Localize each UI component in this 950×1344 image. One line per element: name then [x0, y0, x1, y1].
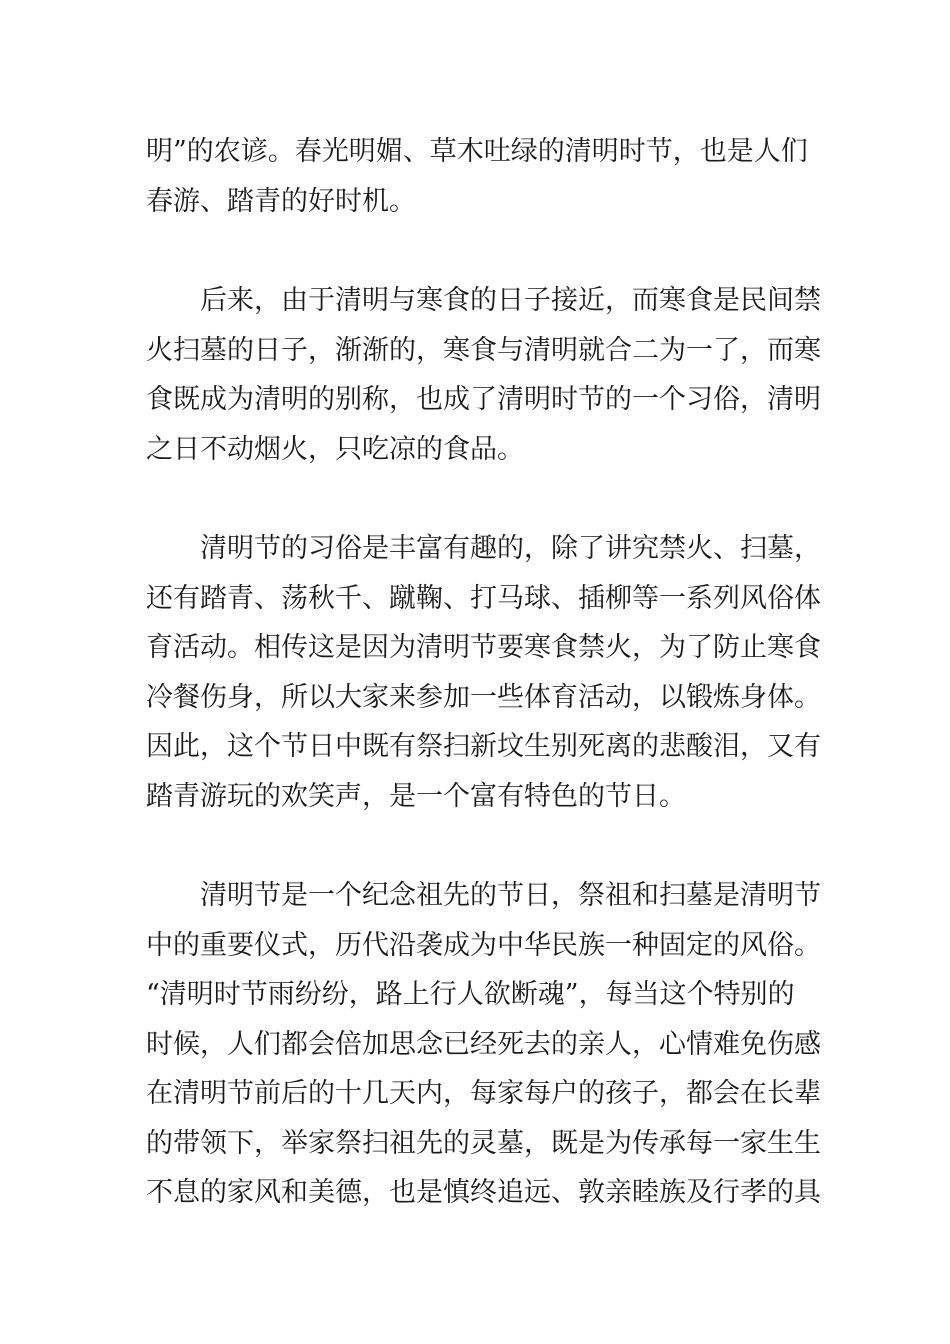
- document-body: [146, 127, 821, 1218]
- text-line: 时候，人们都会倍加思念已经死去的亲人，心情难免伤感: [146, 1028, 821, 1060]
- text-line: 在清明节前后的十几天内，每家每户的孩子，都会在长辈: [146, 1078, 821, 1109]
- text-line: 之日不动烟火，只吃凉的食品。: [146, 433, 524, 465]
- text-line: 还有踏青、荡秋千、蹴鞠、打马球、插柳等一系列风俗体: [146, 582, 821, 614]
- text-line: 明”的农谚。春光明媚、草木吐绿的清明时节，也是人们: [146, 136, 808, 167]
- text-line: 春游、踏青的好时机。: [146, 185, 416, 217]
- paragraph: [146, 524, 821, 821]
- text-line: 后来，由于清明与寒食的日子接近，而寒食是民间禁: [146, 285, 821, 316]
- text-line: 中的重要仪式，历代沿袭成为中华民族一种固定的风俗。: [146, 929, 821, 961]
- paragraph: [146, 127, 808, 226]
- paragraph-spacer: [146, 821, 808, 871]
- text-line: 因此，这个节日中既有祭扫新坟生别死离的悲酸泪，又有: [146, 731, 821, 762]
- text-line: 不息的家风和美德，也是慎终追远、敦亲睦族及行孝的具: [146, 1177, 821, 1208]
- text-line: 的带领下，举家祭扫祖先的灵墓，既是为传承每一家生生: [146, 1127, 821, 1159]
- text-line: 火扫墓的日子，渐渐的，寒食与清明就合二为一了，而寒: [146, 334, 821, 366]
- text-line: 清明节的习俗是丰富有趣的，除了讲究禁火、扫墓，: [146, 533, 821, 564]
- text-line: 清明节是一个纪念祖先的节日，祭祖和扫墓是清明节: [146, 880, 821, 911]
- text-line: 踏青游玩的欢笑声，是一个富有特色的节日。: [146, 780, 686, 812]
- paragraph-spacer: [146, 474, 808, 524]
- paragraph: [146, 871, 821, 1218]
- text-line: 冷餐伤身，所以大家来参加一些体育活动，以锻炼身体。: [146, 681, 821, 713]
- paragraph-spacer: [146, 226, 808, 276]
- paragraph: [146, 276, 821, 474]
- text-line: 育活动。相传这是因为清明节要寒食禁火，为了防止寒食: [146, 632, 821, 663]
- text-line: “清明时节雨纷纷，路上行人欲断魂”，每当这个特别的: [146, 979, 795, 1010]
- text-line: 食既成为清明的别称，也成了清明时节的一个习俗，清明: [146, 384, 821, 415]
